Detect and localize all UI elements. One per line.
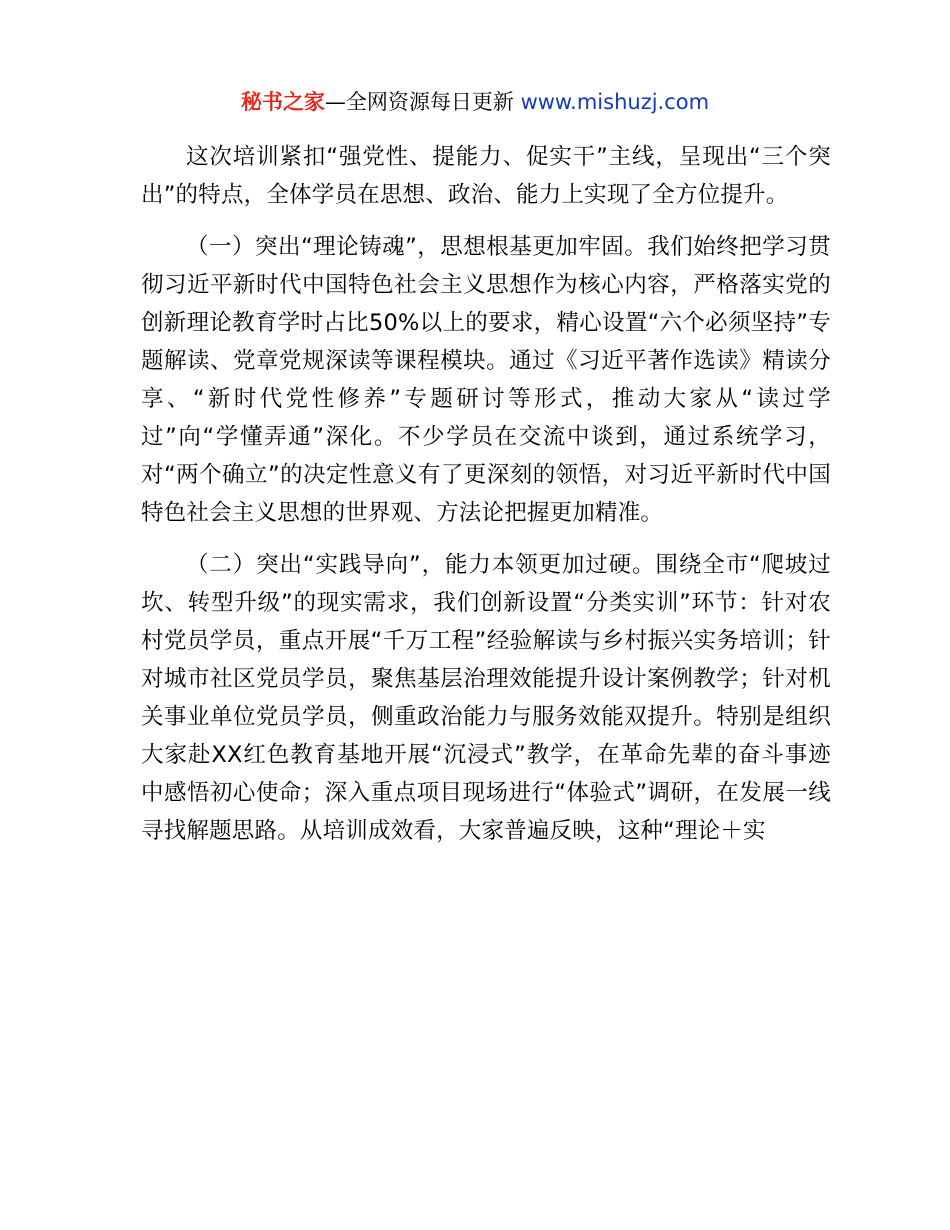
site-header <box>0 86 950 118</box>
site-url-link[interactable]: www.mishuzj.com <box>520 90 710 114</box>
section-theory-paragraph: （一）突出“理论铸魂”，思想根基更加牢固。我们始终把学习贯彻习近平新时代中国特色社会主义思想作为核心内容，严格落实党的创新理论教育学时占比50%以上的要求，精心设置“六个必须坚持”专题解读、党章党规深读等课程模块。通过《习近平著作选读》精读分享、“新时代党性修养”专题研讨等形式，推动大家从“读过学过”向“学懂弄通”深化。不少学员在交流中谈到，通过系统学习，对“两个确立”的决定性意义有了更深刻的领悟，对习近平新时代中国特色社会主义思想的世界观、方法论把握更加精准。 <box>141 234 831 526</box>
header-tagline: —全网资源每日更新 <box>324 90 514 114</box>
brand-name: 秘书之家 <box>240 90 325 114</box>
document-body <box>141 138 831 864</box>
intro-paragraph: 这次培训紧扣“强党性、提能力、促实干”主线，呈现出“三个突出”的特点，全体学员在思想、政治、能力上实现了全方位提升。 <box>141 144 831 208</box>
section-practice-paragraph: （二）突出“实践导向”，能力本领更加过硬。围绕全市“爬坡过坎、转型升级”的现实需求，我们创新设置“分类实训”环节：针对农村党员学员，重点开展“千万工程”经验解读与乡村振兴实务培训；针对城市社区党员学员，聚焦基层治理效能提升设计案例教学；针对机关事业单位党员学员，侧重政治能力与服务效能双提升。特别是组织大家赴XX红色教育基地开展“沉浸式”教学，在革命先辈的奋斗事迹中感悟初心使命；深入重点项目现场进行“体验式”调研，在发展一线寻找解题思路。从培训成效看，大家普遍反映，这种“理论＋实 <box>141 552 831 844</box>
